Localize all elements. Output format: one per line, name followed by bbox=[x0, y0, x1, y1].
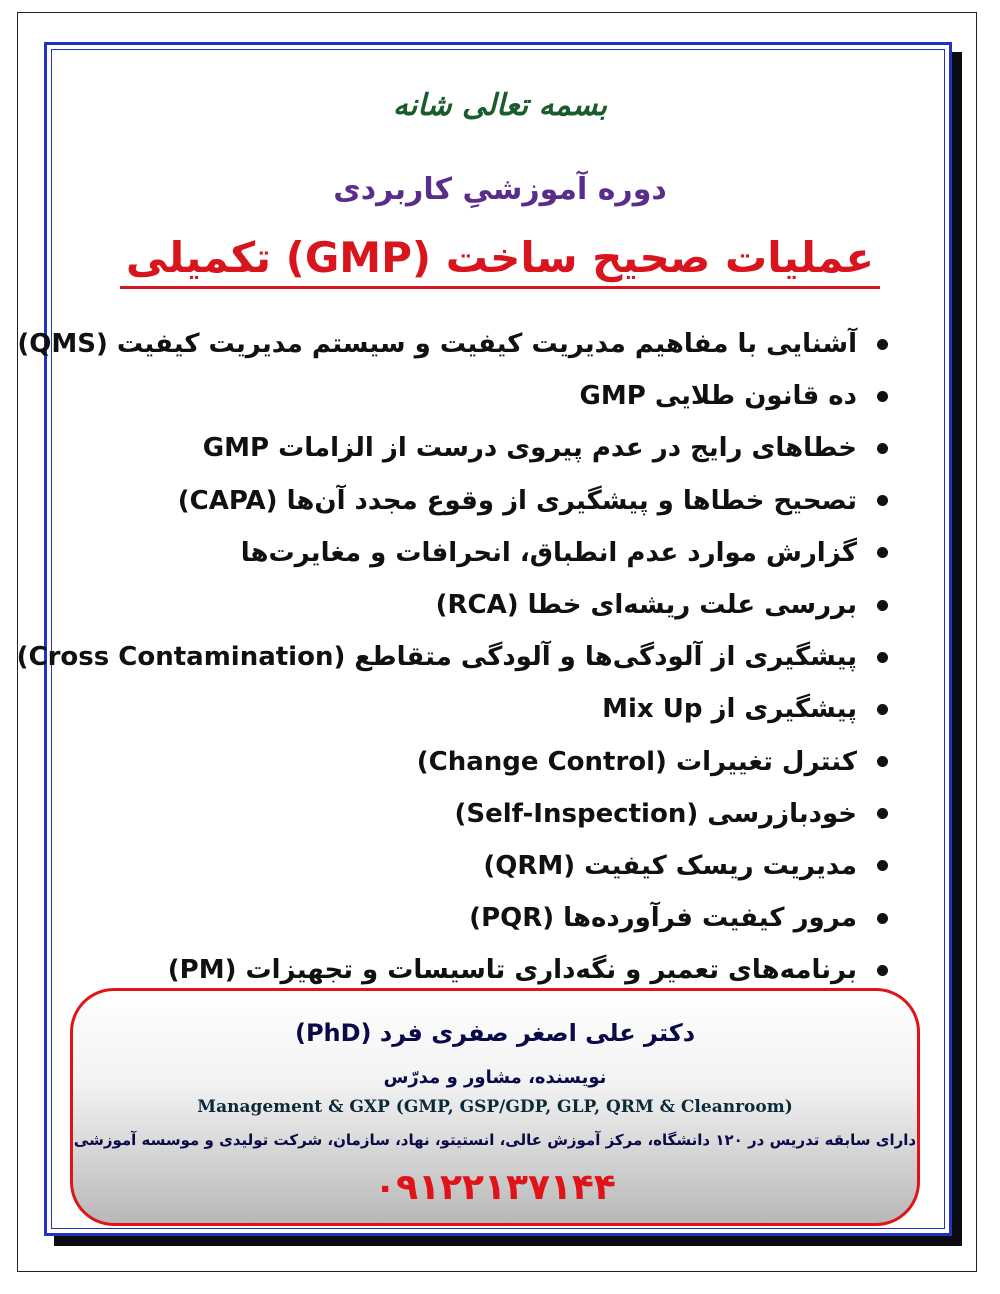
topic-item bbox=[98, 892, 888, 944]
topic-text: برنامه‌های تعمیر و نگه‌داری تاسیسات و تجهیزات (PM) bbox=[167, 955, 857, 986]
bullet-icon bbox=[877, 600, 888, 611]
topic-text: پیشگیری از آلودگی‌ها و آلودگی متقاطع (Cross Contamination) bbox=[16, 642, 857, 673]
topic-text: گزارش موارد عدم انطباق، انحرافات و مغایرت‌ها bbox=[240, 537, 857, 568]
topic-list bbox=[16, 318, 888, 996]
contact-phone: ۰۹۱۲۲۱۳۷۱۴۴ bbox=[374, 1167, 616, 1208]
bullet-icon bbox=[877, 339, 888, 350]
bullet-icon bbox=[877, 860, 888, 871]
topic-text: خودبازرسی (Self-Inspection) bbox=[454, 798, 857, 829]
topic-item bbox=[98, 579, 888, 631]
topic-item bbox=[98, 736, 888, 788]
bullet-icon bbox=[877, 443, 888, 454]
course-subtitle: دوره آموزشیِ کاربردی bbox=[333, 172, 667, 207]
topic-item bbox=[98, 475, 888, 527]
topic-item bbox=[98, 370, 888, 422]
topic-item bbox=[98, 422, 888, 474]
course-title: عملیات صحیح ساخت (GMP) تکمیلی bbox=[120, 232, 880, 289]
topic-item bbox=[98, 788, 888, 840]
topic-text: خطاهای رایج در عدم پیروی درست از الزامات GMP bbox=[202, 433, 857, 464]
instructor-role: نویسنده، مشاور و مدرّس bbox=[383, 1067, 607, 1088]
bullet-icon bbox=[877, 704, 888, 715]
bullet-icon bbox=[877, 756, 888, 767]
basmala: بسمه تعالی شانه bbox=[392, 88, 608, 123]
title-wrap bbox=[0, 232, 1000, 289]
topic-item bbox=[98, 683, 888, 735]
topic-text: مدیریت ریسک کیفیت (QRM) bbox=[483, 850, 857, 881]
bullet-icon bbox=[877, 808, 888, 819]
topic-item bbox=[17, 318, 888, 370]
instructor-expertise: Management & GXP (GMP, GSP/GDP, GLP, QRM & Cleanroom) bbox=[197, 1097, 793, 1117]
topic-item bbox=[98, 840, 888, 892]
topic-item bbox=[16, 631, 888, 683]
instructor-experience: دارای سابقه تدریس در ۱۲۰ دانشگاه، مرکز آموزش عالی، انستیتو، نهاد، سازمان، شرکت تولیدی و موسسه آموزشی bbox=[73, 1131, 917, 1149]
bullet-icon bbox=[877, 547, 888, 558]
topic-text: مرور کیفیت فرآورده‌ها (PQR) bbox=[469, 903, 857, 934]
instructor-box bbox=[70, 988, 920, 1226]
instructor-name: دکتر علی اصغر صفری فرد (PhD) bbox=[294, 1019, 696, 1047]
topic-text: تصحیح خطاها و پیشگیری از وقوع مجدد آن‌ها (CAPA) bbox=[177, 485, 857, 516]
bullet-icon bbox=[877, 391, 888, 402]
topic-item bbox=[98, 527, 888, 579]
bullet-icon bbox=[877, 652, 888, 663]
topic-text: بررسی علت ریشه‌ای خطا (RCA) bbox=[435, 590, 857, 621]
topic-text: ده قانون طلایی GMP bbox=[579, 381, 857, 412]
topic-text: آشنایی با مفاهیم مدیریت کیفیت و سیستم مدیریت کیفیت (QMS) bbox=[17, 329, 857, 360]
topic-text: پیشگیری از Mix Up bbox=[602, 694, 857, 725]
bullet-icon bbox=[877, 913, 888, 924]
topic-text: کنترل تغییرات (Change Control) bbox=[416, 746, 857, 777]
bullet-icon bbox=[877, 495, 888, 506]
bullet-icon bbox=[877, 965, 888, 976]
